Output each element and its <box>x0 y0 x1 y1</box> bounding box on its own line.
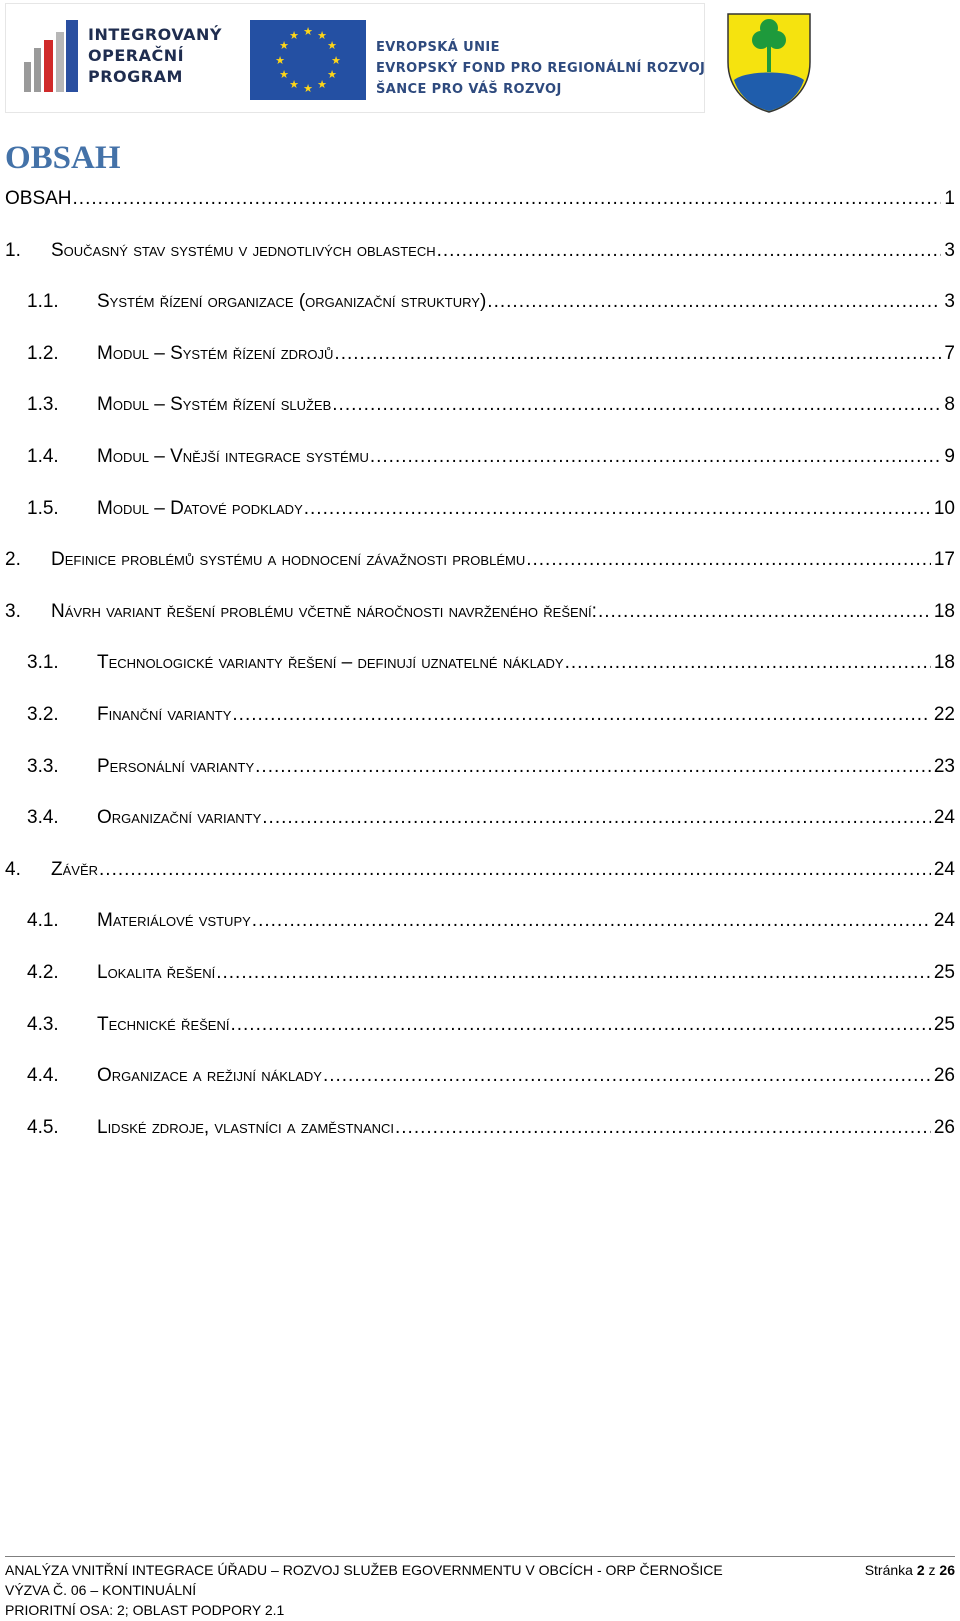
toc-leader-dots <box>230 1014 930 1036</box>
toc-entry[interactable] <box>5 188 955 218</box>
toc-entry-label: Technické řešení <box>97 1013 230 1035</box>
toc-entry-label: Definice problémů systému a hodnocení závažnosti problému <box>51 549 526 571</box>
toc-entry-page: 1 <box>944 188 955 209</box>
iop-line-1: INTEGROVANÝ <box>88 25 222 44</box>
toc-entry-number: 3.3. <box>27 755 59 777</box>
toc-leader-dots <box>262 807 931 829</box>
svg-text:★: ★ <box>275 54 285 67</box>
toc-entry-number: 3. <box>5 600 21 622</box>
toc-entry[interactable] <box>27 962 955 992</box>
toc-entry-page: 24 <box>933 807 955 829</box>
toc-entry-label: OBSAH <box>5 188 72 209</box>
svg-text:★: ★ <box>289 78 299 91</box>
header-logo-band <box>5 3 705 113</box>
toc-entry-label: Modul – Systém řízení zdrojů <box>97 342 334 364</box>
footer-page-sep: z <box>928 1562 936 1578</box>
toc-entry-number: 1.4. <box>27 446 59 467</box>
toc-entry-number: 1.3. <box>27 394 59 416</box>
svg-text:★: ★ <box>317 29 327 42</box>
toc-entry[interactable] <box>27 1065 955 1095</box>
eu-flag-icon <box>250 20 366 100</box>
toc-entry[interactable] <box>27 446 955 476</box>
footer-page-current: 2 <box>916 1562 925 1578</box>
toc-leader-dots <box>332 394 941 416</box>
svg-text:★: ★ <box>303 25 313 38</box>
toc-leader-dots <box>323 1065 931 1087</box>
toc-leader-dots <box>73 188 942 210</box>
toc-entry-page: 3 <box>944 239 955 261</box>
eu-line-3: ŠANCE PRO VÁŠ ROZVOJ <box>376 82 562 97</box>
toc-entry-label: Systém řízení organizace (organizační struktury) <box>97 291 487 313</box>
toc-leader-dots <box>232 704 930 726</box>
toc-entry-number: 4. <box>5 858 21 880</box>
toc-entry-label: Organizační varianty <box>97 807 262 829</box>
toc-entry[interactable] <box>27 394 955 424</box>
toc-entry[interactable] <box>5 549 955 579</box>
iop-line-3: PROGRAM <box>88 67 183 86</box>
toc-entry[interactable] <box>27 1014 955 1044</box>
toc-entry-number: 1.1. <box>27 291 59 313</box>
toc-entry-number: 2. <box>5 549 21 571</box>
toc-entry-label: Modul – Datové podklady <box>97 497 303 519</box>
toc-entry-number: 1.2. <box>27 342 59 364</box>
toc-entry-label: Modul – Systém řízení služeb <box>97 394 332 416</box>
toc-entry-label: Materiálové vstupy <box>97 910 251 932</box>
footer-call: VÝZVA Č. 06 – KONTINUÁLNÍ <box>5 1582 197 1598</box>
toc-entry-page: 7 <box>944 342 955 364</box>
toc-entry[interactable] <box>5 240 955 270</box>
svg-text:★: ★ <box>279 68 289 81</box>
toc-entry-number: 4.1. <box>27 910 59 932</box>
toc-entry-page: 10 <box>933 497 955 519</box>
page-footer <box>5 1556 955 1620</box>
toc-entry-page: 22 <box>933 704 955 725</box>
toc-entry-label: Lokalita řešení <box>97 962 216 983</box>
toc-entry-label: Závěr <box>51 858 99 880</box>
toc-leader-dots <box>526 549 931 571</box>
toc-entry-page: 25 <box>933 1013 955 1035</box>
toc-entry-number: 4.3. <box>27 1013 59 1035</box>
toc-entry-page: 18 <box>933 652 955 674</box>
toc-leader-dots <box>99 859 931 881</box>
page-title: OBSAH <box>5 140 121 176</box>
toc-entry-page: 26 <box>933 1065 955 1087</box>
toc-entry-page: 18 <box>933 600 955 622</box>
toc-entry-page: 25 <box>933 962 955 983</box>
toc-entry-page: 8 <box>944 394 955 416</box>
iop-logo-text <box>88 24 222 87</box>
svg-text:★: ★ <box>289 29 299 42</box>
toc-entry-label: Modul – Vnější integrace systému <box>97 446 369 467</box>
toc-entry-label: Lidské zdroje, vlastníci a zaměstnanci <box>97 1116 394 1138</box>
toc-leader-dots <box>565 652 931 674</box>
toc-leader-dots <box>487 291 941 313</box>
toc-entry-page: 24 <box>933 858 955 880</box>
toc-entry-number: 3.4. <box>27 807 59 829</box>
toc-entry-label: Organizace a režijní náklady <box>97 1065 322 1087</box>
eu-text <box>376 37 705 100</box>
eu-line-2: EVROPSKÝ FOND PRO REGIONÁLNÍ ROZVOJ <box>376 61 706 76</box>
toc-leader-dots <box>370 446 942 468</box>
svg-text:★: ★ <box>303 82 313 95</box>
svg-text:★: ★ <box>279 39 289 52</box>
toc-entry[interactable] <box>27 756 955 786</box>
toc-entry-page: 9 <box>944 446 955 467</box>
toc-entry-label: Finanční varianty <box>97 704 232 725</box>
toc-entry-number: 4.4. <box>27 1065 59 1087</box>
toc-entry[interactable] <box>27 343 955 373</box>
footer-page-prefix: Stránka <box>864 1562 913 1578</box>
toc-leader-dots <box>598 601 931 623</box>
toc-leader-dots <box>437 240 942 262</box>
toc-entry[interactable] <box>27 807 955 837</box>
toc-entry-label: Současný stav systému v jednotlivých oblastech <box>51 239 436 261</box>
toc-entry-page: 26 <box>933 1116 955 1138</box>
toc-entry-number: 4.2. <box>27 962 59 983</box>
toc-leader-dots <box>255 756 931 778</box>
toc-entry-number: 1.5. <box>27 497 59 519</box>
footer-page-number <box>865 1560 955 1580</box>
svg-text:★: ★ <box>327 68 337 81</box>
toc-entry-page: 23 <box>933 755 955 777</box>
toc-entry[interactable] <box>27 1117 955 1147</box>
svg-text:★: ★ <box>317 78 327 91</box>
footer-priority: PRIORITNÍ OSA: 2; OBLAST PODPORY 2.1 <box>5 1602 285 1618</box>
footer-page-total: 26 <box>939 1562 955 1578</box>
toc-entry-number: 4.5. <box>27 1116 59 1138</box>
toc-entry-label: Personální varianty <box>97 755 255 777</box>
toc-entry-page: 3 <box>944 291 955 313</box>
toc-entry[interactable] <box>27 291 955 321</box>
toc-entry[interactable] <box>27 652 955 682</box>
toc-entry-page: 17 <box>933 549 955 571</box>
toc-entry-number: 1. <box>5 239 21 261</box>
toc-leader-dots <box>395 1117 931 1139</box>
svg-text:★: ★ <box>331 54 341 67</box>
footer-document-title: ANALÝZA VNITŘNÍ INTEGRACE ÚŘADU – ROZVOJ SLUŽEB EGOVERNMENTU V OBCÍCH - ORP ČERNOŠICE <box>5 1562 723 1578</box>
toc-entry-label: Návrh variant řešení problému včetně náročnosti navrženého řešení: <box>51 600 597 622</box>
toc-entry-number: 3.1. <box>27 652 59 674</box>
toc-entry[interactable] <box>27 704 955 734</box>
municipal-emblem-icon <box>724 10 814 114</box>
toc-entry-page: 24 <box>933 910 955 932</box>
toc-entry[interactable] <box>27 910 955 940</box>
iop-line-2: OPERAČNÍ <box>88 46 185 65</box>
toc-leader-dots <box>334 343 941 365</box>
eu-line-1: EVROPSKÁ UNIE <box>376 40 500 55</box>
toc-entry[interactable] <box>5 859 955 889</box>
toc-entry[interactable] <box>27 498 955 528</box>
toc-entry-number: 3.2. <box>27 704 59 725</box>
toc-leader-dots <box>252 910 931 932</box>
toc-leader-dots <box>304 498 931 520</box>
toc-entry[interactable] <box>5 601 955 631</box>
svg-text:★: ★ <box>327 39 337 52</box>
toc-leader-dots <box>216 962 931 984</box>
toc-entry-label: Technologické varianty řešení – definují uznatelné náklady <box>97 652 564 674</box>
